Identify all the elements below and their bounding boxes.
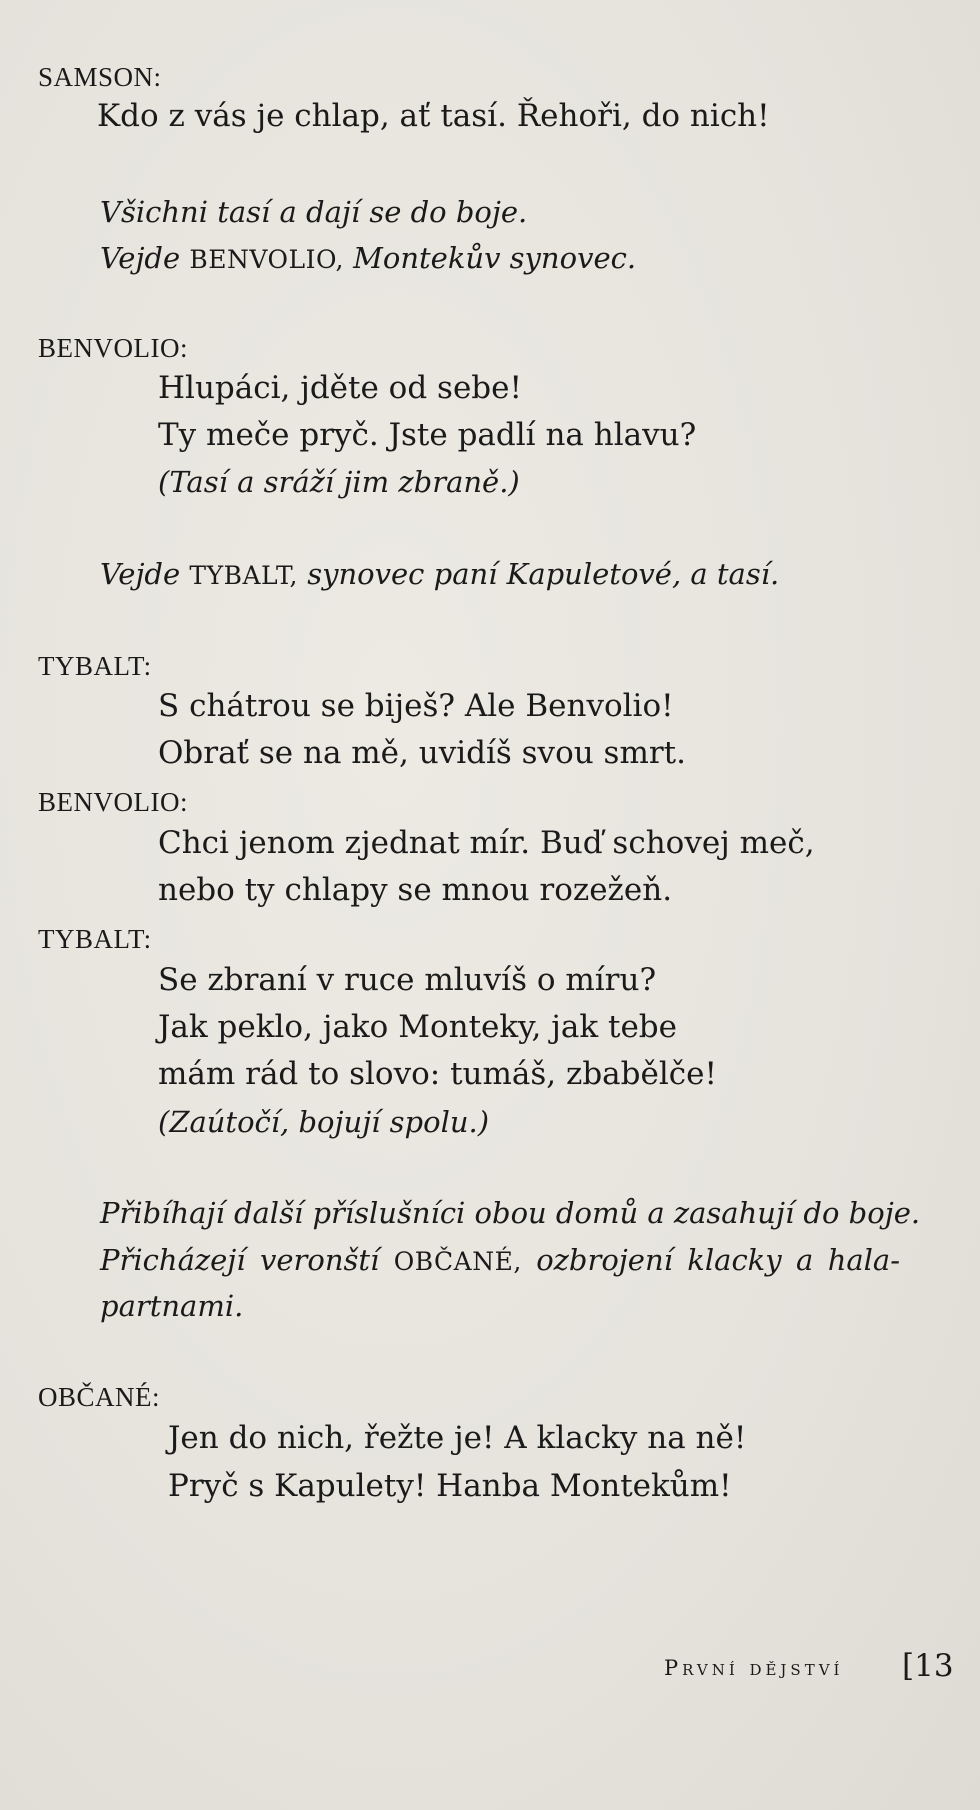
dialogue-line: Ty meče pryč. Jste padlí na hlavu? <box>158 417 697 453</box>
dialogue-line: Kdo z vás je chlap, ať tasí. Řehoři, do nich! <box>97 98 770 134</box>
stage-text: Montekův synovec. <box>353 241 637 275</box>
dialogue-line: S chátrou se biješ? Ale Benvolio! <box>158 688 674 724</box>
speaker-benvolio: BENVOLIO: <box>38 787 188 817</box>
character-name: BENVOLIO, <box>189 245 344 274</box>
running-title: První dějství <box>664 1656 844 1680</box>
stage-text: Vejde <box>100 241 181 275</box>
speaker-samson: SAMSON: <box>38 62 162 92</box>
dialogue-line: Obrať se na mě, uvidíš svou smrt. <box>158 735 686 771</box>
stage-direction: Přibíhají další příslušníci obou domů a zasahují do boje. <box>100 1196 921 1230</box>
stage-direction: Všichni tasí a dají se do boje. <box>100 195 528 229</box>
dialogue-line: Jak peklo, jako Monteky, jak tebe <box>158 1009 677 1045</box>
stage-aside: (Tasí a sráží jim zbraně.) <box>158 465 520 499</box>
dialogue-line: Pryč s Kapulety! Hanba Montekům! <box>168 1468 732 1504</box>
dialogue-line: Se zbraní v ruce mluvíš o míru? <box>158 962 657 998</box>
dialogue-line: Jen do nich, řežte je! A klacky na ně! <box>168 1420 747 1456</box>
speaker-tybalt: TYBALT: <box>38 651 152 681</box>
stage-direction <box>100 557 779 591</box>
speaker-obcane: OBČANÉ: <box>38 1382 161 1412</box>
dialogue-line: Hlupáci, jděte od sebe! <box>158 370 522 406</box>
stage-aside: (Zaútočí, bojují spolu.) <box>158 1105 490 1139</box>
stage-direction <box>100 241 636 275</box>
dialogue-line: nebo ty chlapy se mnou rozežeň. <box>158 872 673 908</box>
dialogue-line: Chci jenom zjednat mír. Buď schovej meč, <box>158 825 815 861</box>
stage-text: ozbrojení klacky a hala- <box>536 1243 901 1277</box>
stage-text: Vejde <box>100 557 181 591</box>
page-number: [13 <box>902 1648 954 1684</box>
stage-text: synovec paní Kapuletové, a tasí. <box>307 557 780 591</box>
stage-text: Přicházejí veronští <box>100 1243 380 1277</box>
speaker-tybalt: TYBALT: <box>38 924 152 954</box>
character-name: OBČANÉ, <box>393 1247 522 1276</box>
stage-direction <box>100 1243 900 1277</box>
speaker-benvolio: BENVOLIO: <box>38 333 188 363</box>
character-name: TYBALT, <box>189 561 299 590</box>
stage-direction: partnami. <box>100 1289 244 1323</box>
dialogue-line: mám rád to slovo: tumáš, zbabělče! <box>158 1056 717 1092</box>
